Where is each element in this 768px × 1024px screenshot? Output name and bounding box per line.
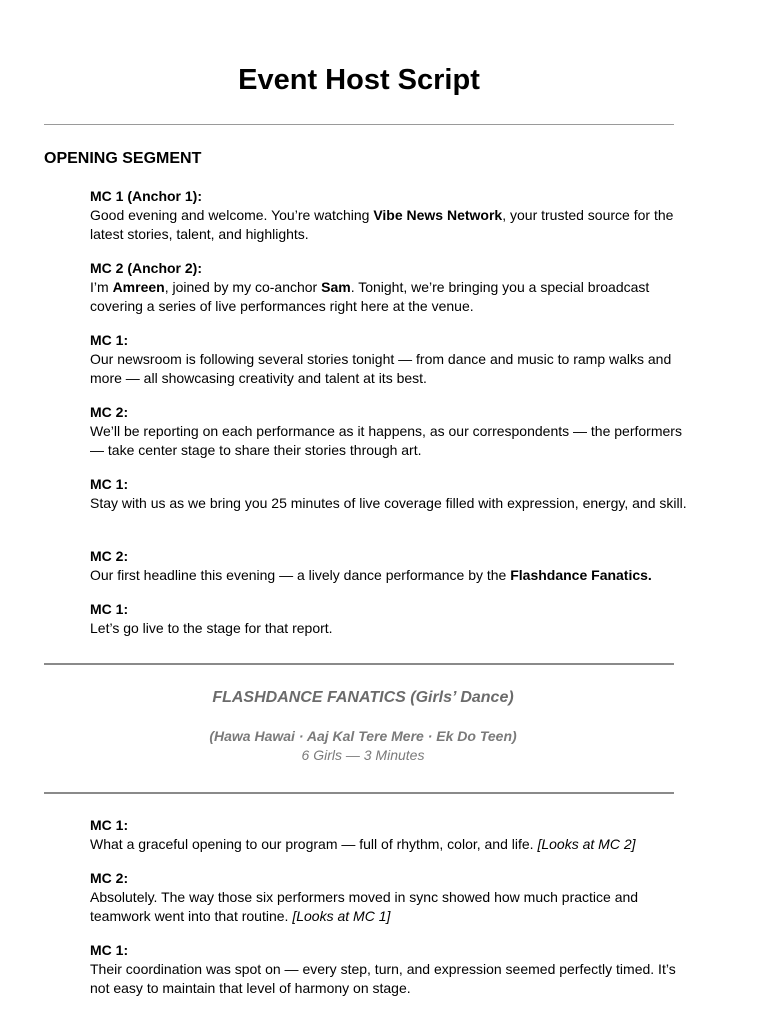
speaker-label: MC 2: xyxy=(90,870,129,886)
dialogue-text: Good evening and welcome. You’re watching Vibe News Network, your trusted source for the latest stories, talent, and highlights. xyxy=(90,207,674,242)
divider xyxy=(44,792,674,794)
dialogue-text: I’m Amreen, joined by my co-anchor Sam. Tonight, we’re bringing you a special broadcast covering a series of live performances right here at the venue. xyxy=(90,279,650,314)
section-heading: OPENING SEGMENT xyxy=(44,150,202,167)
divider xyxy=(44,124,674,125)
script-entry xyxy=(90,403,690,460)
script-entry xyxy=(90,259,690,316)
performance-songs: (Hawa Hawai · Aaj Kal Tere Mere · Ek Do Teen) xyxy=(209,728,517,744)
script-entry xyxy=(90,547,690,585)
performance-meta: 6 Girls — 3 Minutes xyxy=(301,747,425,763)
stage-direction: [Looks at MC 2] xyxy=(537,836,636,852)
speaker-label: MC 2: xyxy=(90,548,129,564)
script-entry xyxy=(90,475,690,513)
speaker-label: MC 1: xyxy=(90,817,129,833)
script-entry xyxy=(90,600,690,638)
script-entry xyxy=(90,869,690,926)
dialogue-text: Absolutely. The way those six performers moved in sync showed how much practice and teamwork went into that routine. [Looks at MC 1] xyxy=(90,889,639,924)
performance-title: FLASHDANCE FANATICS (Girls’ Dance) xyxy=(212,689,514,706)
dialogue-text: Our newsroom is following several stories tonight — from dance and music to ramp walks and more — all showcasing creativity and talent at its best. xyxy=(90,351,672,386)
speaker-label: MC 1: xyxy=(90,476,129,492)
speaker-label: MC 1 (Anchor 1): xyxy=(90,188,202,204)
script-entry xyxy=(90,941,690,998)
dialogue-text: We’ll be reporting on each performance as it happens, as our correspondents — the performers — take center stage to share their stories through art. xyxy=(90,423,682,458)
dialogue-text: What a graceful opening to our program — full of rhythm, color, and life. [Looks at MC 2] xyxy=(90,836,636,852)
script-entry xyxy=(90,187,690,244)
script-entry xyxy=(90,816,690,854)
speaker-label: MC 1: xyxy=(90,332,129,348)
dialogue-text: Our first headline this evening — a lively dance performance by the Flashdance Fanatics. xyxy=(90,567,652,583)
speaker-label: MC 2: xyxy=(90,404,129,420)
dialogue-text: Let’s go live to the stage for that report. xyxy=(90,620,333,636)
script-entry xyxy=(90,331,690,388)
speaker-label: MC 2 (Anchor 2): xyxy=(90,260,202,276)
dialogue-text: Their coordination was spot on — every step, turn, and expression seemed perfectly timed. It’s not easy to maintain that level of harmony on stage. xyxy=(90,961,676,996)
dialogue-text: Stay with us as we bring you 25 minutes of live coverage filled with expression, energy, and skill. xyxy=(90,495,687,511)
speaker-label: MC 1: xyxy=(90,942,129,958)
document-title: Event Host Script xyxy=(238,64,480,96)
divider xyxy=(44,663,674,665)
speaker-label: MC 1: xyxy=(90,601,129,617)
stage-direction: [Looks at MC 1] xyxy=(292,908,391,924)
